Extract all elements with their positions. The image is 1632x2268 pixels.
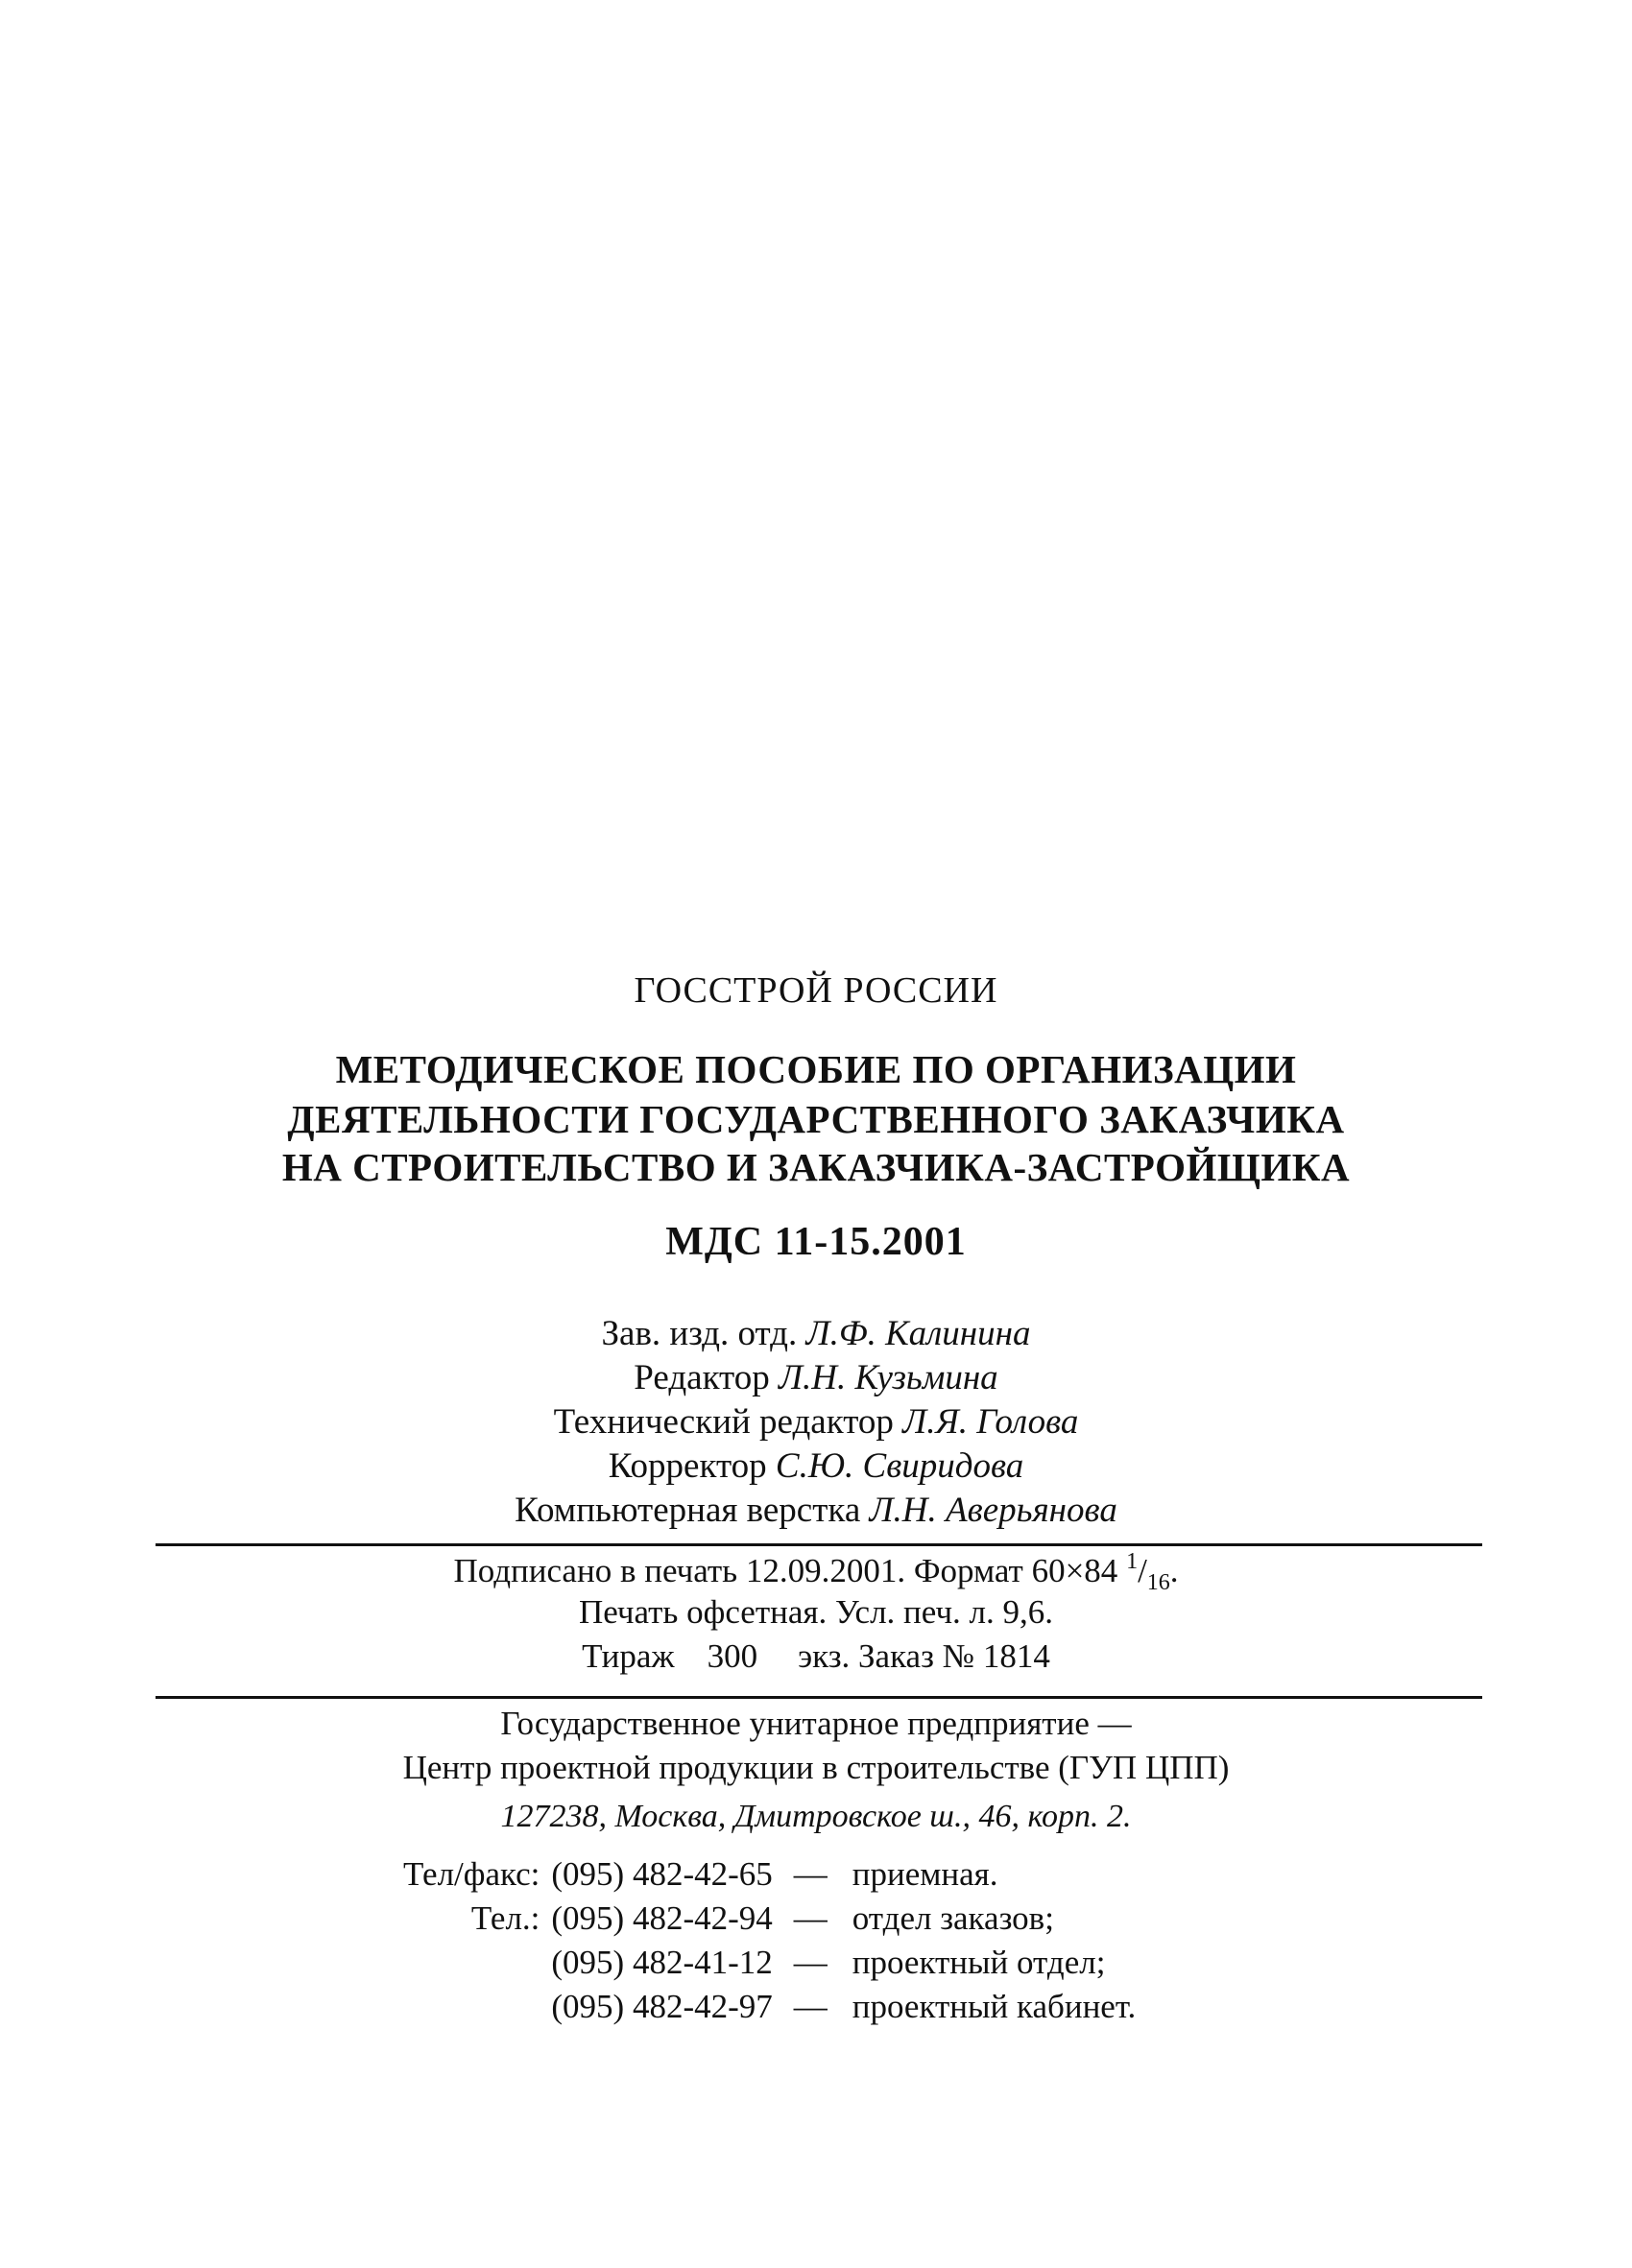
format-numerator: 1 [1126, 1549, 1139, 1574]
credit-role: Технический редактор [553, 1402, 894, 1442]
contact-number: (095) 482-42-65 [551, 1855, 773, 1893]
credit-name: Л.Н. Аверьянова [869, 1491, 1117, 1530]
order-number-text: экз. Заказ № 1814 [798, 1637, 1050, 1675]
credit-role: Редактор [634, 1358, 770, 1397]
document-title-line-2: ДЕЯТЕЛЬНОСТИ ГОСУДАРСТВЕННОГО ЗАКАЗЧИКА [287, 1097, 1345, 1141]
print-type-line: Печать офсетная. Усл. печ. л. 9,6. [578, 1593, 1054, 1631]
contact-purpose: приемная. [852, 1855, 998, 1893]
credit-name: Л.Н. Кузьмина [779, 1358, 998, 1397]
credit-line [0, 1313, 1632, 1354]
contact-dash: — [793, 1944, 828, 1981]
credit-role: Корректор [608, 1446, 767, 1486]
contact-label: Тел.: [470, 1899, 540, 1937]
contact-row [403, 1941, 1136, 1985]
signed-suffix: . [1169, 1552, 1179, 1589]
credit-line [0, 1401, 1632, 1443]
credit-line [0, 1357, 1632, 1398]
contact-purpose: проектный отдел; [852, 1944, 1106, 1981]
contact-purpose: отдел заказов; [852, 1899, 1054, 1937]
credit-line [0, 1445, 1632, 1487]
contact-dash: — [793, 1988, 828, 2025]
divider-bottom [156, 1696, 1482, 1699]
contact-number: (095) 482-41-12 [551, 1944, 773, 1981]
contact-row [403, 1985, 1136, 2029]
print-run-value: 300 [707, 1637, 758, 1675]
credit-line [0, 1490, 1632, 1531]
document-title-line-1: МЕТОДИЧЕСКОЕ ПОСОБИЕ ПО ОРГАНИЗАЦИИ [335, 1047, 1297, 1091]
contact-number: (095) 482-42-94 [551, 1899, 773, 1937]
publisher-line-1: Государственное унитарное предприятие — [500, 1705, 1132, 1742]
publisher-line-2: Центр проектной продукции в строительстве (ГУП ЦПП) [402, 1749, 1230, 1786]
contact-number: (095) 482-42-97 [551, 1988, 773, 2025]
print-run-line [0, 1637, 1632, 1676]
agency-name: ГОССТРОЙ РОССИИ [634, 970, 998, 1011]
contact-row [403, 1852, 1136, 1897]
contact-label [403, 1941, 551, 1985]
contact-dash: — [793, 1855, 828, 1893]
contact-purpose: проектный кабинет. [852, 1988, 1137, 2025]
document-title-line-3: НА СТРОИТЕЛЬСТВО И ЗАКАЗЧИКА-ЗАСТРОЙЩИКА [281, 1145, 1351, 1189]
signed-for-print-text: Подписано в печать 12.09.2001. Формат 60×84 [453, 1552, 1118, 1589]
credit-role: Зав. изд. отд. [601, 1314, 798, 1353]
credit-name: Л.Я. Голова [902, 1402, 1079, 1442]
contact-label: Тел/факс: [403, 1855, 540, 1893]
credit-name: Л.Ф. Калинина [805, 1314, 1031, 1353]
contact-dash: — [793, 1899, 828, 1937]
divider-top [156, 1543, 1482, 1546]
format-fraction: $^1/_{16}$ [1126, 1549, 1170, 1595]
format-denominator: 16 [1146, 1570, 1170, 1595]
signed-for-print-line [0, 1549, 1632, 1596]
contacts-table [403, 1852, 1136, 2029]
credit-name: С.Ю. Свиридова [775, 1446, 1024, 1486]
publisher-address: 127238, Москва, Дмитровское ш., 46, корп. 2. [500, 1799, 1132, 1834]
contact-row [403, 1897, 1136, 1941]
print-run-label: Тираж [582, 1637, 675, 1675]
document-code: МДС 11-15.2001 [665, 1220, 967, 1264]
credit-role: Компьютерная верстка [515, 1491, 861, 1530]
contact-label [403, 1985, 551, 2029]
